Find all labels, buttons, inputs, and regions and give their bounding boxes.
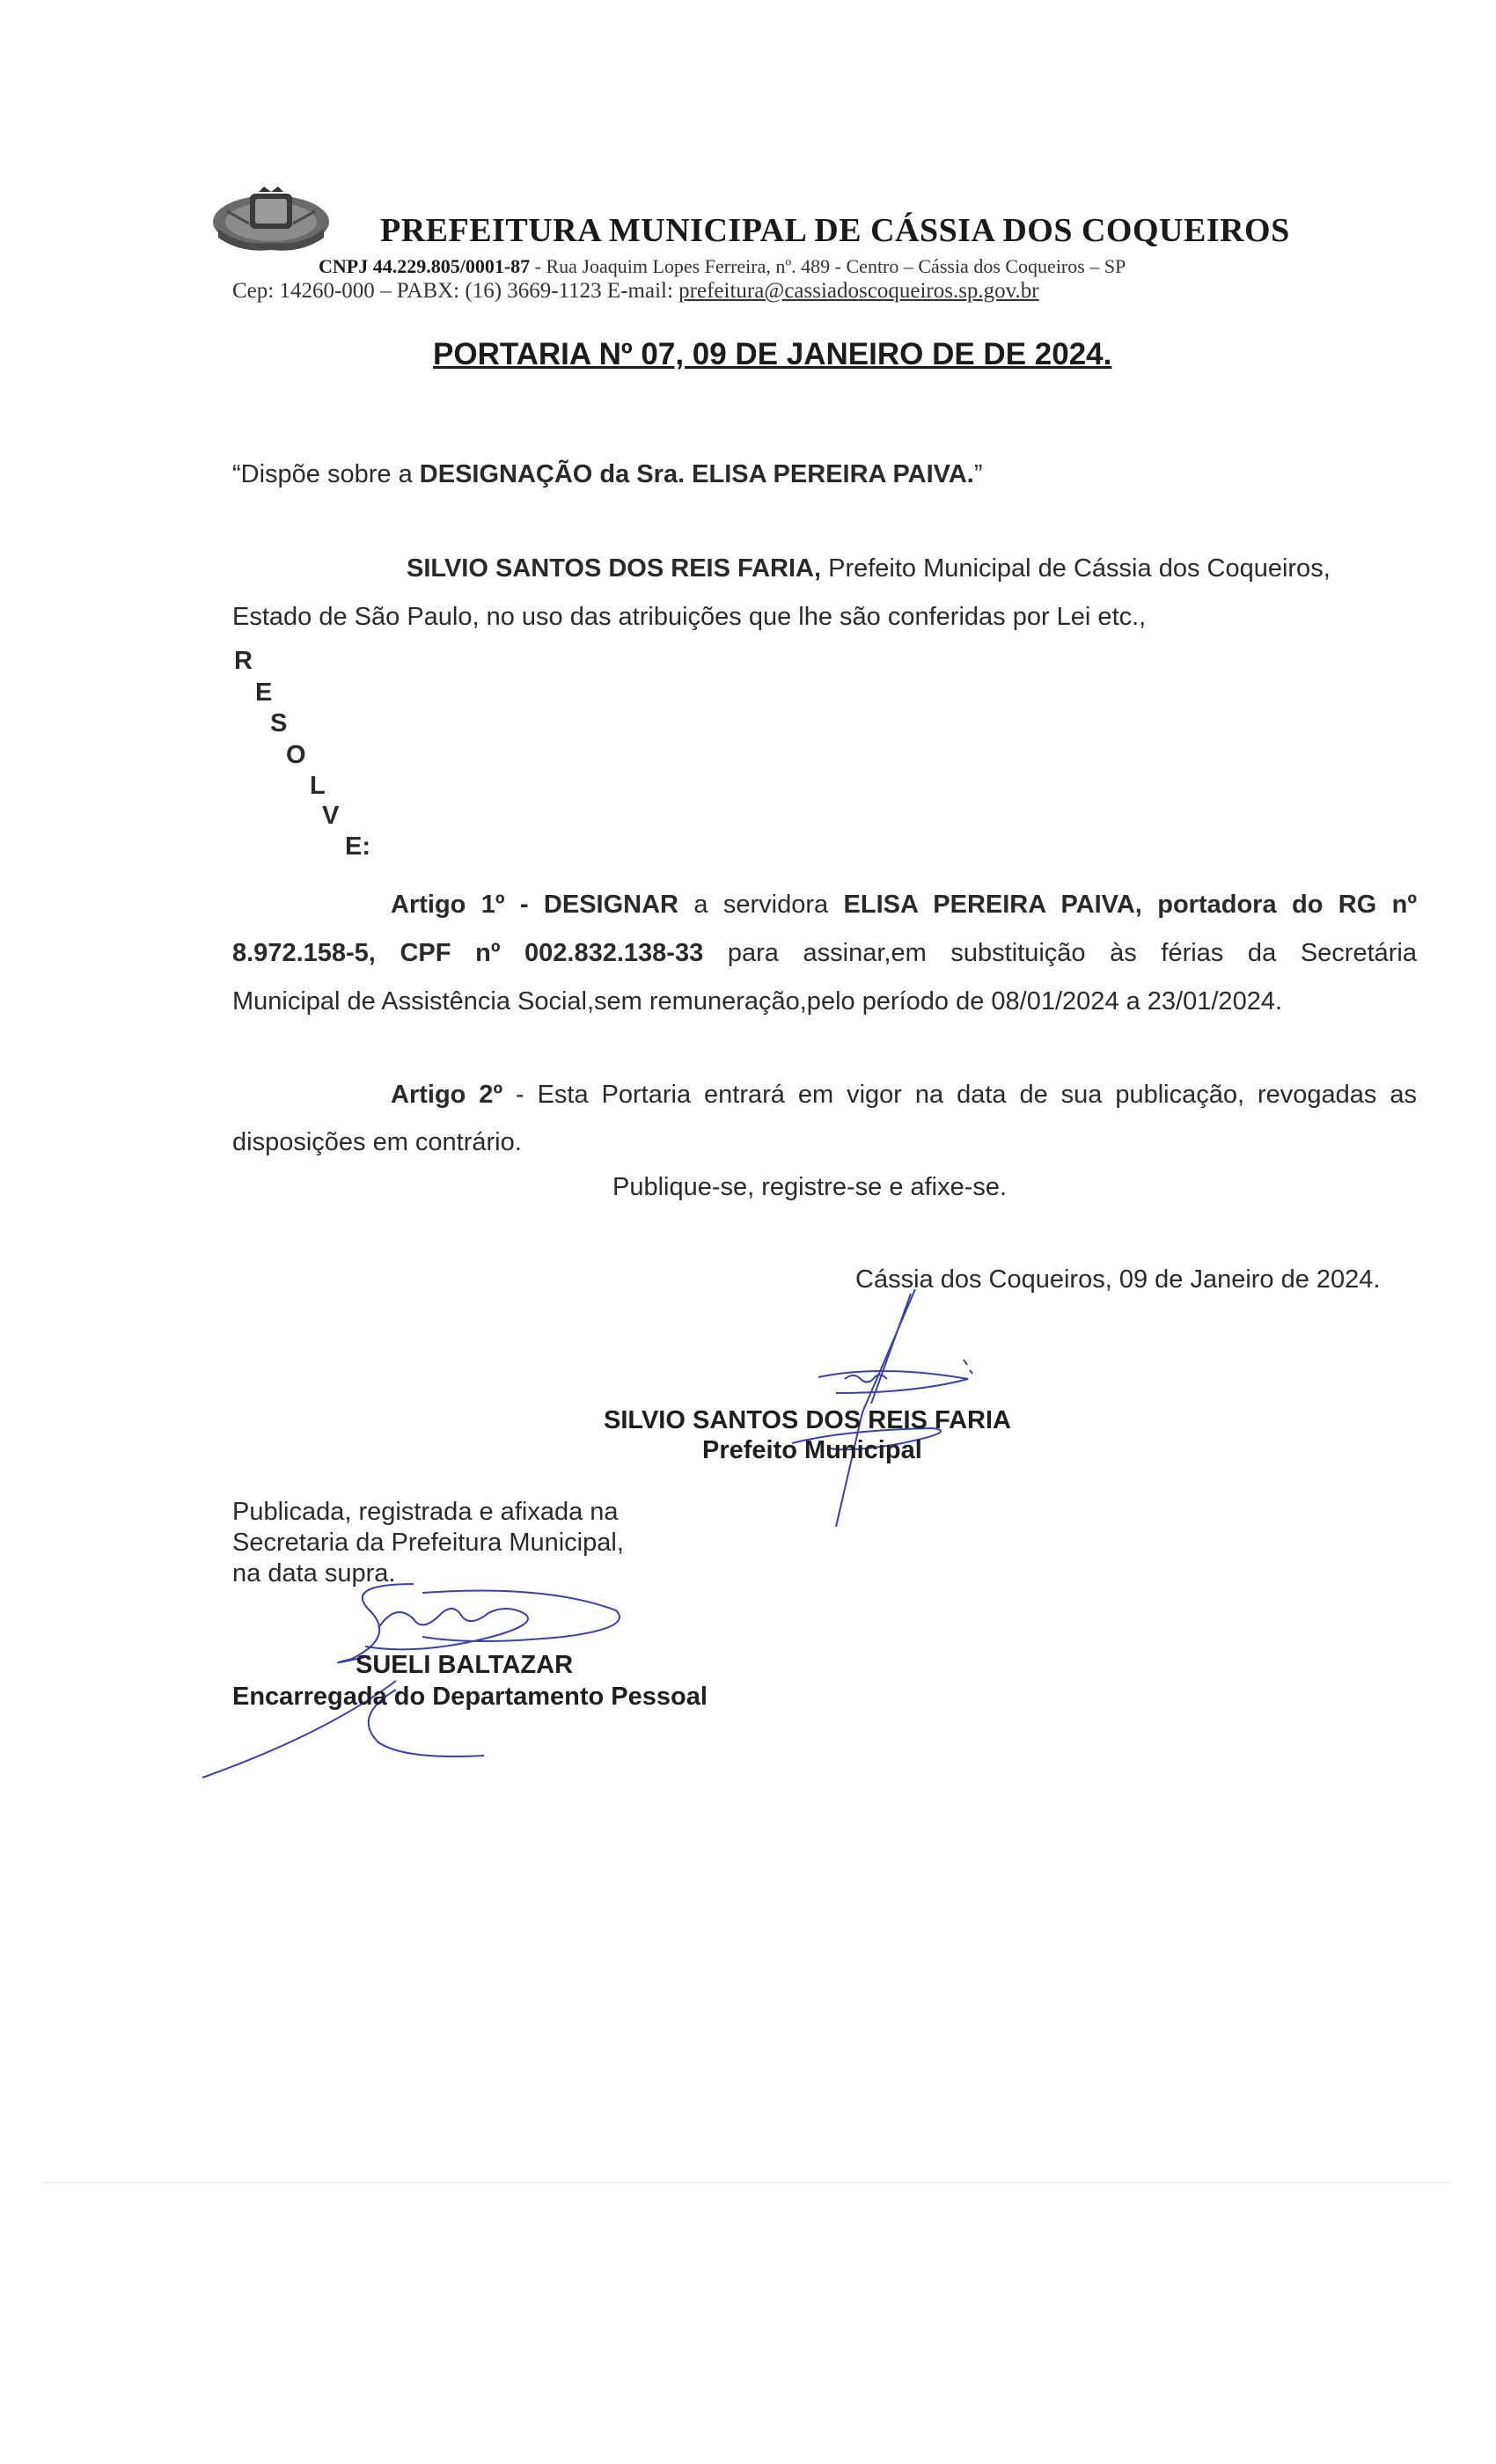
intro-rest: Prefeito Municipal de Cássia dos Coqueiros,	[821, 554, 1331, 583]
subject-prefix: “Dispõe sobre a	[232, 460, 420, 488]
article-1-purpose: para assinar,em substituição às férias da Secretária	[703, 939, 1417, 967]
article-1-name: ELISA PEREIRA PAIVA, portadora do RG nº	[843, 891, 1417, 919]
article-1-line-1	[391, 891, 1417, 920]
article-1-line-2	[232, 939, 1417, 968]
article-2-label: Artigo 2º	[391, 1081, 503, 1109]
article-1-label: Artigo 1º - DESIGNAR	[391, 891, 678, 919]
mayor-name: SILVIO SANTOS DOS REIS FARIA	[604, 1406, 1011, 1434]
intro-line-1	[407, 554, 1331, 583]
resolve-letter: L	[310, 772, 326, 800]
place-and-date: Cássia dos Coqueiros, 09 de Janeiro de 2024.	[855, 1265, 1381, 1294]
organization-name: PREFEITURA MUNICIPAL DE CÁSSIA DOS COQUEIROS	[380, 212, 1290, 249]
document-title: PORTARIA Nº 07, 09 DE JANEIRO DE DE 2024.	[433, 337, 1112, 371]
article-1-ids: 8.972.158-5, CPF nº 002.832.138-33	[232, 939, 704, 967]
article-2-text: - Esta Portaria entrará em vigor na data de sua publicação, revogadas as	[502, 1081, 1418, 1109]
subject-designation: DESIGNAÇÃO da Sra. ELISA PEREIRA PAIVA.	[419, 460, 974, 488]
clerk-name: SUELI BALTAZAR	[356, 1651, 574, 1679]
resolve-letter: S	[270, 709, 288, 737]
subject-suffix: ”	[973, 460, 983, 488]
publication-note-line: na data supra.	[232, 1559, 396, 1588]
mayor-name-inline: SILVIO SANTOS DOS REIS FARIA,	[407, 554, 822, 583]
intro-line-2: Estado de São Paulo, no uso das atribuições que lhe são conferidas por Lei etc.,	[232, 603, 1147, 631]
resolve-letter: E:	[345, 832, 370, 861]
article-1-line-3: Municipal de Assistência Social,sem remuneração,pelo período de 08/01/2024 a 23/01/2024.	[232, 987, 1283, 1016]
publication-note-line: Secretaria da Prefeitura Municipal,	[232, 1529, 624, 1557]
publish-statement: Publique-se, registre-se e afixe-se.	[612, 1173, 1008, 1201]
municipal-crest-icon	[209, 185, 333, 255]
email-address: prefeitura@cassiadoscoqueiros.sp.gov.br	[678, 279, 1039, 303]
article-1-text: a servidora	[678, 891, 844, 919]
article-2-line-2: disposições em contrário.	[232, 1128, 522, 1156]
mayor-role: Prefeito Municipal	[702, 1436, 922, 1464]
resolve-letter: E	[255, 678, 273, 707]
organization-cnpj-address	[319, 255, 1126, 278]
clerk-role: Encarregada do Departamento Pessoal	[232, 1683, 708, 1711]
publication-note-line: Publicada, registrada e afixada na	[232, 1498, 619, 1526]
resolve-letter: V	[322, 802, 340, 830]
organization-contact	[232, 279, 1039, 304]
article-2-line-1	[391, 1081, 1417, 1110]
document-subject	[232, 460, 983, 489]
contact-info: Cep: 14260-000 – PABX: (16) 3669-1123 E-mail:	[232, 279, 679, 303]
cnpj-number: CNPJ 44.229.805/0001-87	[319, 255, 531, 277]
resolve-letter: O	[286, 741, 306, 769]
resolve-letter: R	[234, 647, 253, 675]
page-scan-edge	[42, 2182, 1450, 2183]
address: - Rua Joaquim Lopes Ferreira, nº. 489 - Centro – Cássia dos Coqueiros – SP	[530, 255, 1126, 277]
